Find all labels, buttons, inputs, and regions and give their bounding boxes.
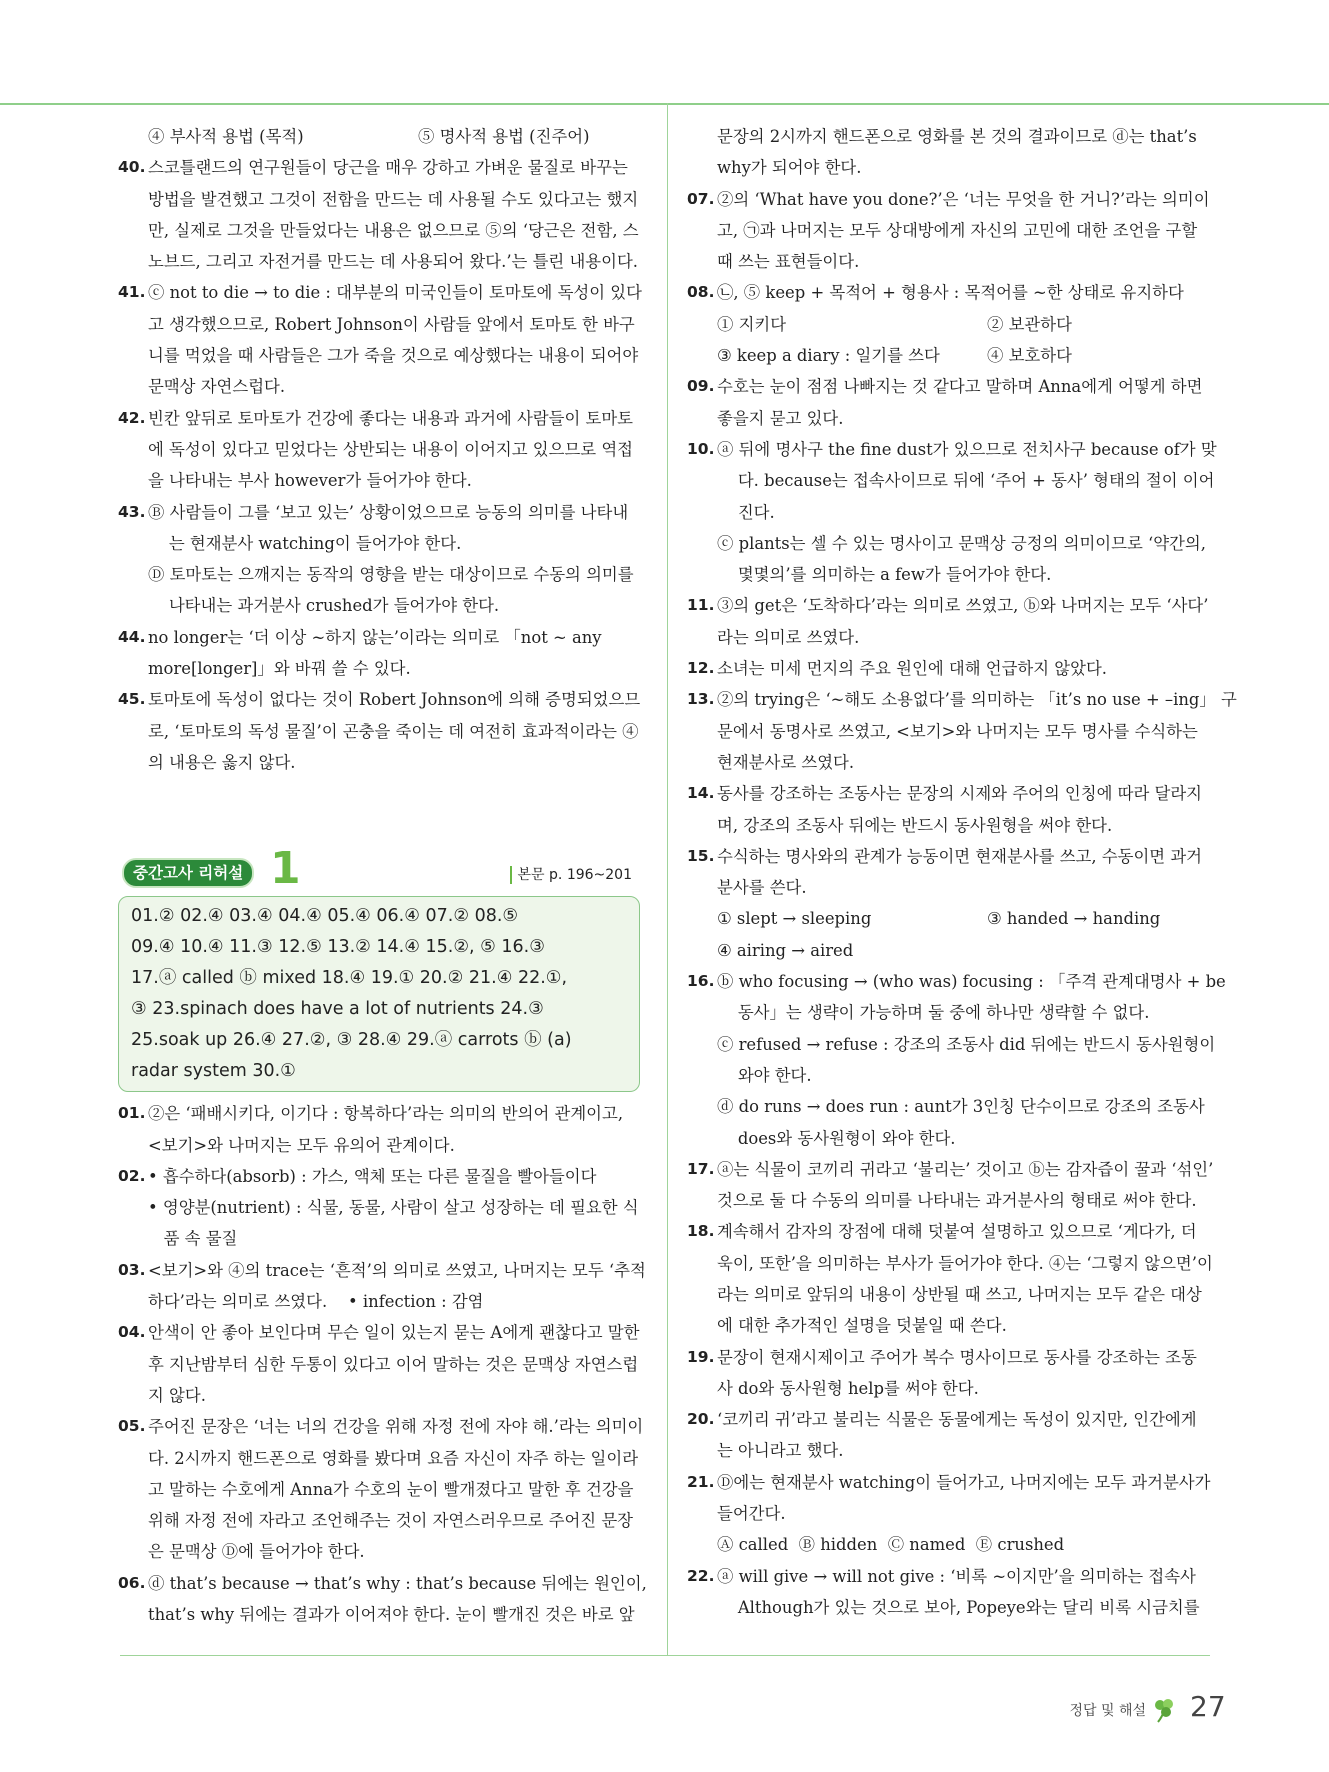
item-number: 08. (687, 283, 715, 302)
text-line: 들어간다. (717, 1504, 786, 1524)
text-line: 에 독성이 있다고 믿었다는 상반되는 내용이 이어지고 있으므로 역접 (148, 439, 634, 459)
item-number: 16. (687, 972, 715, 991)
item-number: 09. (687, 377, 715, 396)
text-line: 의 내용은 옳지 않다. (148, 752, 296, 772)
option-row (687, 340, 1210, 371)
answer-line: 09.④ 10.④ 11.③ 12.⑤ 13.② 14.④ 15.②, ⑤ 16.③ (131, 937, 545, 958)
text-line: 수식하는 명사와의 관계가 능동이면 현재분사를 쓰고, 수동이면 과거 (717, 846, 1203, 866)
text-line: 와야 한다. (717, 1065, 812, 1085)
text-line: <보기>와 나머지는 모두 유의어 관계이다. (148, 1135, 455, 1155)
item-number: 14. (687, 784, 715, 803)
text-line: 나타내는 과거분사 crushed가 들어가야 한다. (148, 596, 500, 616)
footer-label: 정답 및 해설 (1069, 1703, 1146, 1719)
item-number: 07. (687, 189, 715, 208)
text-line: 로, ‘토마토의 독성 물질’이 곤충을 죽이는 데 여전히 효과적이라는 ④ (148, 721, 639, 741)
explanation-item (687, 1216, 1213, 1341)
top-rule (0, 103, 1329, 105)
text-line: ⓐ는 식물이 코끼리 귀라고 ‘불리는’ 것이고 ⓑ는 감자즙이 꿀과 ‘섞인’ (717, 1159, 1214, 1179)
text-line: 진다. (717, 502, 775, 522)
text-line: 계속해서 감자의 장점에 대해 덧붙여 설명하고 있으므로 ‘게다가, 더 (717, 1222, 1197, 1242)
text-line: 현재분사로 쓰였다. (717, 752, 855, 772)
explanation-item (118, 277, 640, 402)
text-line: ③의 get은 ‘도착하다’라는 의미로 쓰였고, ⓑ와 나머지는 모두 ‘사다’ (717, 596, 1209, 616)
text-line: 라는 의미로 쓰였다. (717, 627, 860, 647)
option-a: ① slept → sleeping (717, 909, 872, 929)
text-line: • 흡수하다(absorb) : 가스, 액체 또는 다른 물질을 빨아들이다 (148, 1166, 597, 1186)
text-line: 만, 실제로 그것을 만들었다는 내용은 없으므로 ⑤의 ‘당근은 전함, 스 (148, 220, 639, 240)
option-row (118, 121, 640, 152)
text-line: ⓒ refused → refuse : 강조의 조동사 did 뒤에는 반드시 동사원형이 (717, 1034, 1216, 1054)
item-number: 04. (118, 1323, 146, 1342)
explanation-item (687, 277, 1210, 308)
answer-key-box (118, 896, 640, 1092)
text-line: 노브드, 그리고 자전거를 만드는 데 사용되어 왔다.’는 틀린 내용이다. (148, 252, 639, 272)
text-line: ②은 ‘패배시키다, 이기다 : 항복하다’라는 의미의 반의어 관계이고, (148, 1104, 624, 1124)
explanation-item (118, 152, 640, 277)
explanation-item (687, 590, 1210, 653)
item-number: 02. (118, 1166, 146, 1185)
text-line: 동사」는 생략이 가능하며 둘 중에 하나만 생략할 수 없다. (717, 1003, 1150, 1023)
text-line: 을 나타내는 부사 however가 들어가야 한다. (148, 471, 472, 491)
explanation-item (118, 1568, 647, 1631)
text-line: ‘코끼리 귀’라고 불리는 식물은 동물에게는 독성이 있지만, 인간에게 (717, 1410, 1197, 1430)
explanation-item (687, 841, 1210, 904)
text-line: 는 아니라고 했다. (717, 1441, 844, 1461)
item-number: 43. (118, 502, 146, 521)
item-number: 21. (687, 1472, 715, 1491)
explanation-item (118, 1161, 640, 1255)
clover-leaf-icon (1152, 1697, 1176, 1723)
text-line: 후 지난밤부터 심한 두통이 있다고 이어 말하는 것은 문맥상 자연스럽 (148, 1354, 639, 1374)
text-line: ⓒ plants는 셀 수 있는 명사이고 문맥상 긍정의 의미이므로 ‘약간의, (717, 533, 1206, 553)
explanation-item (687, 1561, 1210, 1624)
text-line: Ⓓ에는 현재분사 watching이 들어가고, 나머지에는 모두 과거분사가 (717, 1472, 1211, 1492)
answer-line: radar system 30.① (131, 1061, 296, 1082)
text-line: Ⓓ 토마토는 으깨지는 동작의 영향을 받는 대상이므로 수동의 의미를 (148, 565, 634, 585)
text-line: <보기>와 ④의 trace는 ‘흔적’의 의미로 쓰였고, 나머지는 모두 ‘추적 (148, 1260, 646, 1280)
left-explanations-2 (118, 1098, 647, 1630)
item-number: 01. (118, 1104, 146, 1123)
explanation-item (118, 403, 640, 497)
explanation-item (118, 1317, 640, 1411)
explanation-item (687, 653, 1210, 684)
explanation-item (687, 1154, 1214, 1217)
text-line: • 영양분(nutrient) : 식물, 동물, 사람이 살고 성장하는 데 필요한 식 (148, 1198, 639, 1218)
item-number: 15. (687, 846, 715, 865)
text-line: ⓐ will give → will not give : ‘비록 ~이지만’을 의미하는 접속사 (717, 1566, 1196, 1586)
item-number: 41. (118, 283, 146, 302)
answer-line: 17.ⓐ called ⓑ mixed 18.④ 19.① 20.② 21.④ 22.①, (131, 968, 568, 989)
text-line: 것으로 둘 다 수동의 의미를 나타내는 과거분사의 형태로 써야 한다. (717, 1191, 1197, 1211)
text-line: ⓓ do runs → does run : aunt가 3인칭 단수이므로 강조의 조동사 (717, 1097, 1205, 1117)
option-row (687, 903, 1210, 934)
continued-text (687, 121, 1210, 184)
text-line: 문장이 현재시제이고 주어가 복수 명사이므로 동사를 강조하는 조동 (717, 1347, 1197, 1367)
option-a: ① 지키다 (717, 314, 787, 334)
text-line: 몇몇의’를 의미하는 a few가 들어가야 한다. (717, 565, 1052, 585)
option-a: ④ 부사적 용법 (목적) (148, 127, 304, 146)
text-line: ㉡, ⑤ keep + 목적어 + 형용사 : 목적어를 ~한 상태로 유지하다 (717, 283, 1184, 303)
text-line: 토마토에 독성이 없다는 것이 Robert Johnson에 의해 증명되었으므 (148, 690, 641, 710)
text-line: ⓐ 뒤에 명사구 the fine dust가 있으므로 전치사구 because of가 맞 (717, 439, 1217, 459)
text-line: that’s why 뒤에는 결과가 이어져야 한다. 눈이 빨개진 것은 바로 앞 (148, 1604, 635, 1624)
text-line: 사 do와 동사원형 help를 써야 한다. (717, 1378, 979, 1398)
text-line: 안색이 안 좋아 보인다며 무슨 일이 있는지 묻는 A에게 괜찮다고 말한 (148, 1323, 640, 1343)
explanation-item (118, 1098, 640, 1161)
option-b: ② 보관하다 (987, 314, 1072, 334)
option-row (687, 935, 1210, 966)
text-line: no longer는 ‘더 이상 ~하지 않는’이라는 의미로 「not ~ any (148, 627, 602, 647)
explanation-item (118, 497, 640, 622)
text-line: 지 않다. (148, 1385, 206, 1405)
text-line: 때 쓰는 표현들이다. (717, 252, 860, 272)
text-line: 품 속 물질 (148, 1229, 238, 1249)
explanation-item (118, 622, 640, 685)
explanation-item (118, 1255, 646, 1318)
item-number: 11. (687, 596, 715, 615)
text-line: 소녀는 미세 먼지의 주요 원인에 대해 언급하지 않았다. (717, 659, 1108, 679)
option-row (687, 309, 1210, 340)
item-number: 45. (118, 690, 146, 709)
text-line: 고 말하는 수호에게 Anna가 수호의 눈이 빨개졌다고 말한 후 건강을 (148, 1479, 634, 1499)
explanation-item (687, 1467, 1210, 1561)
explanation-item (118, 1411, 644, 1567)
text-line: 빈칸 앞뒤로 토마토가 건강에 좋다는 내용과 과거에 사람들이 토마토 (148, 408, 634, 428)
column-divider (667, 103, 668, 1655)
explanation-item (687, 778, 1210, 841)
item-number: 12. (687, 659, 715, 678)
item-number: 05. (118, 1417, 146, 1436)
explanation-item (687, 434, 1217, 590)
exam-title: 중간고사 리허설 (122, 858, 254, 888)
exam-page-ref: 본문 p. 196~201 (510, 866, 632, 884)
text-line: Ⓐ called Ⓑ hidden Ⓒ named Ⓔ crushed (717, 1535, 1065, 1555)
text-line: more[longer]」와 바꿔 쓸 수 있다. (148, 659, 411, 679)
text-line: Ⓑ 사람들이 그를 ‘보고 있는’ 상황이었으므로 능동의 의미를 나타내 (148, 502, 629, 522)
answer-line: 25.soak up 26.④ 27.②, ③ 28.④ 29.ⓐ carrots ⓑ (a) (131, 1030, 572, 1051)
exam-number: 1 (270, 843, 301, 895)
text-line: Although가 있는 것으로 보아, Popeye와는 달리 비록 시금치를 (717, 1597, 1200, 1617)
text-line: ②의 ‘What have you done?’은 ‘너는 무엇을 한 거니?’라는 의미이 (717, 189, 1210, 209)
text-line: 고, ㉠과 나머지는 모두 상대방에게 자신의 고민에 대한 조언을 구할 (717, 220, 1198, 240)
explanation-item (687, 1404, 1210, 1467)
option-b: ④ 보호하다 (987, 346, 1072, 366)
item-number: 13. (687, 690, 715, 709)
item-number: 03. (118, 1260, 146, 1279)
text-line: ⓒ not to die → to die : 대부분의 미국인들이 토마토에 독성이 있다 (148, 283, 642, 303)
exam-header (118, 843, 640, 896)
explanation-item (687, 371, 1210, 434)
item-number: 44. (118, 627, 146, 646)
item-number: 17. (687, 1159, 715, 1178)
text-line: 하다’라는 의미로 쓰였다. • infection : 감염 (148, 1292, 484, 1312)
item-number: 19. (687, 1347, 715, 1366)
option-b: ⑤ 명사적 용법 (진주어) (418, 127, 590, 146)
text-line: 고 생각했으므로, Robert Johnson이 사람들 앞에서 토마토 한 바구 (148, 314, 635, 334)
text-line: 은 문맥상 Ⓓ에 들어가야 한다. (148, 1542, 365, 1562)
item-number: 20. (687, 1410, 715, 1429)
item-number: 40. (118, 158, 146, 177)
text-line: 다. because는 접속사이므로 뒤에 ‘주어 + 동사’ 형태의 절이 이어 (717, 471, 1215, 491)
text-line: 동사를 강조하는 조동사는 문장의 시제와 주어의 인칭에 따라 달라지 (717, 784, 1203, 804)
option-a: ④ airing → aired (717, 940, 854, 960)
explanation-item (687, 684, 1237, 778)
text-line: 위해 자정 전에 자라고 조언해주는 것이 자연스러우므로 주어진 문장 (148, 1511, 634, 1531)
text-line: ⓑ who focusing → (who was) focusing : 「주격 관계대명사 + be (717, 972, 1226, 992)
page-number: 27 (1190, 1690, 1226, 1723)
item-number: 06. (118, 1573, 146, 1592)
right-column (687, 121, 1237, 1623)
text-line: 는 현재분사 watching이 들어가야 한다. (148, 533, 462, 553)
text-line: 문에서 동명사로 쓰였고, <보기>와 나머지는 모두 명사를 수식하는 (717, 721, 1198, 741)
item-number: 10. (687, 439, 715, 458)
item-number: 18. (687, 1222, 715, 1241)
left-explanations (118, 121, 640, 778)
answer-line: ③ 23.spinach does have a lot of nutrients 24.③ (131, 999, 544, 1020)
left-column (118, 121, 647, 1630)
text-line: 스코틀랜드의 연구원들이 당근을 매우 강하고 가벼운 물질로 바꾸는 (148, 158, 628, 178)
text-line: ⓓ that’s because → that’s why : that’s because 뒤에는 원인이, (148, 1573, 647, 1593)
text-line: 욱이, 또한’을 의미하는 부사가 들어가야 한다. ④는 ‘그렇지 않으면’이 (717, 1253, 1213, 1273)
text-line: 니를 먹었을 때 사람들은 그가 죽을 것으로 예상했다는 내용이 되어야 (148, 346, 639, 366)
option-a: ③ keep a diary : 일기를 쓰다 (717, 346, 940, 366)
text-line: 문장의 2시까지 핸드폰으로 영화를 본 것의 결과이므로 ⓓ는 that’s (717, 127, 1197, 146)
text-line: 수호는 눈이 점점 나빠지는 것 같다고 말하며 Anna에게 어떻게 하면 (717, 377, 1203, 397)
spacer (118, 778, 640, 840)
text-line: 방법을 발견했고 그것이 전함을 만드는 데 사용될 수도 있다고는 했지 (148, 189, 639, 209)
text-line: 문맥상 자연스럽다. (148, 377, 286, 397)
explanation-item (687, 1342, 1210, 1405)
text-line: 주어진 문장은 ‘너는 너의 건강을 위해 자정 전에 자야 해.’라는 의미이 (148, 1417, 644, 1437)
text-line: ②의 trying은 ‘~해도 소용없다’를 의미하는 「it’s no use + –ing」 구 (717, 690, 1237, 710)
option-b: ③ handed → handing (987, 909, 1161, 929)
item-number: 22. (687, 1566, 715, 1585)
bottom-rule (120, 1655, 1210, 1656)
text-line: 에 대한 추가적인 설명을 덧붙일 때 쓴다. (717, 1316, 1007, 1336)
text-line: why가 되어야 한다. (717, 158, 862, 178)
explanation-item (687, 966, 1226, 1154)
text-line: 분사를 쓴다. (717, 878, 807, 898)
explanation-item (118, 684, 640, 778)
text-line: 다. 2시까지 핸드폰으로 영화를 봤다며 요즘 자신이 자주 하는 일이라 (148, 1448, 639, 1468)
text-line: does와 동사원형이 와야 한다. (717, 1128, 956, 1148)
text-line: 라는 의미로 앞뒤의 내용이 상반될 때 쓰고, 나머지는 모두 같은 대상 (717, 1284, 1202, 1304)
explanation-item (687, 184, 1210, 278)
answer-line: 01.② 02.④ 03.④ 04.④ 05.④ 06.④ 07.② 08.⑤ (131, 906, 519, 927)
text-line: 며, 강조의 조동사 뒤에는 반드시 동사원형을 써야 한다. (717, 815, 1113, 835)
item-number: 42. (118, 408, 146, 427)
text-line: 좋을지 묻고 있다. (717, 408, 844, 428)
